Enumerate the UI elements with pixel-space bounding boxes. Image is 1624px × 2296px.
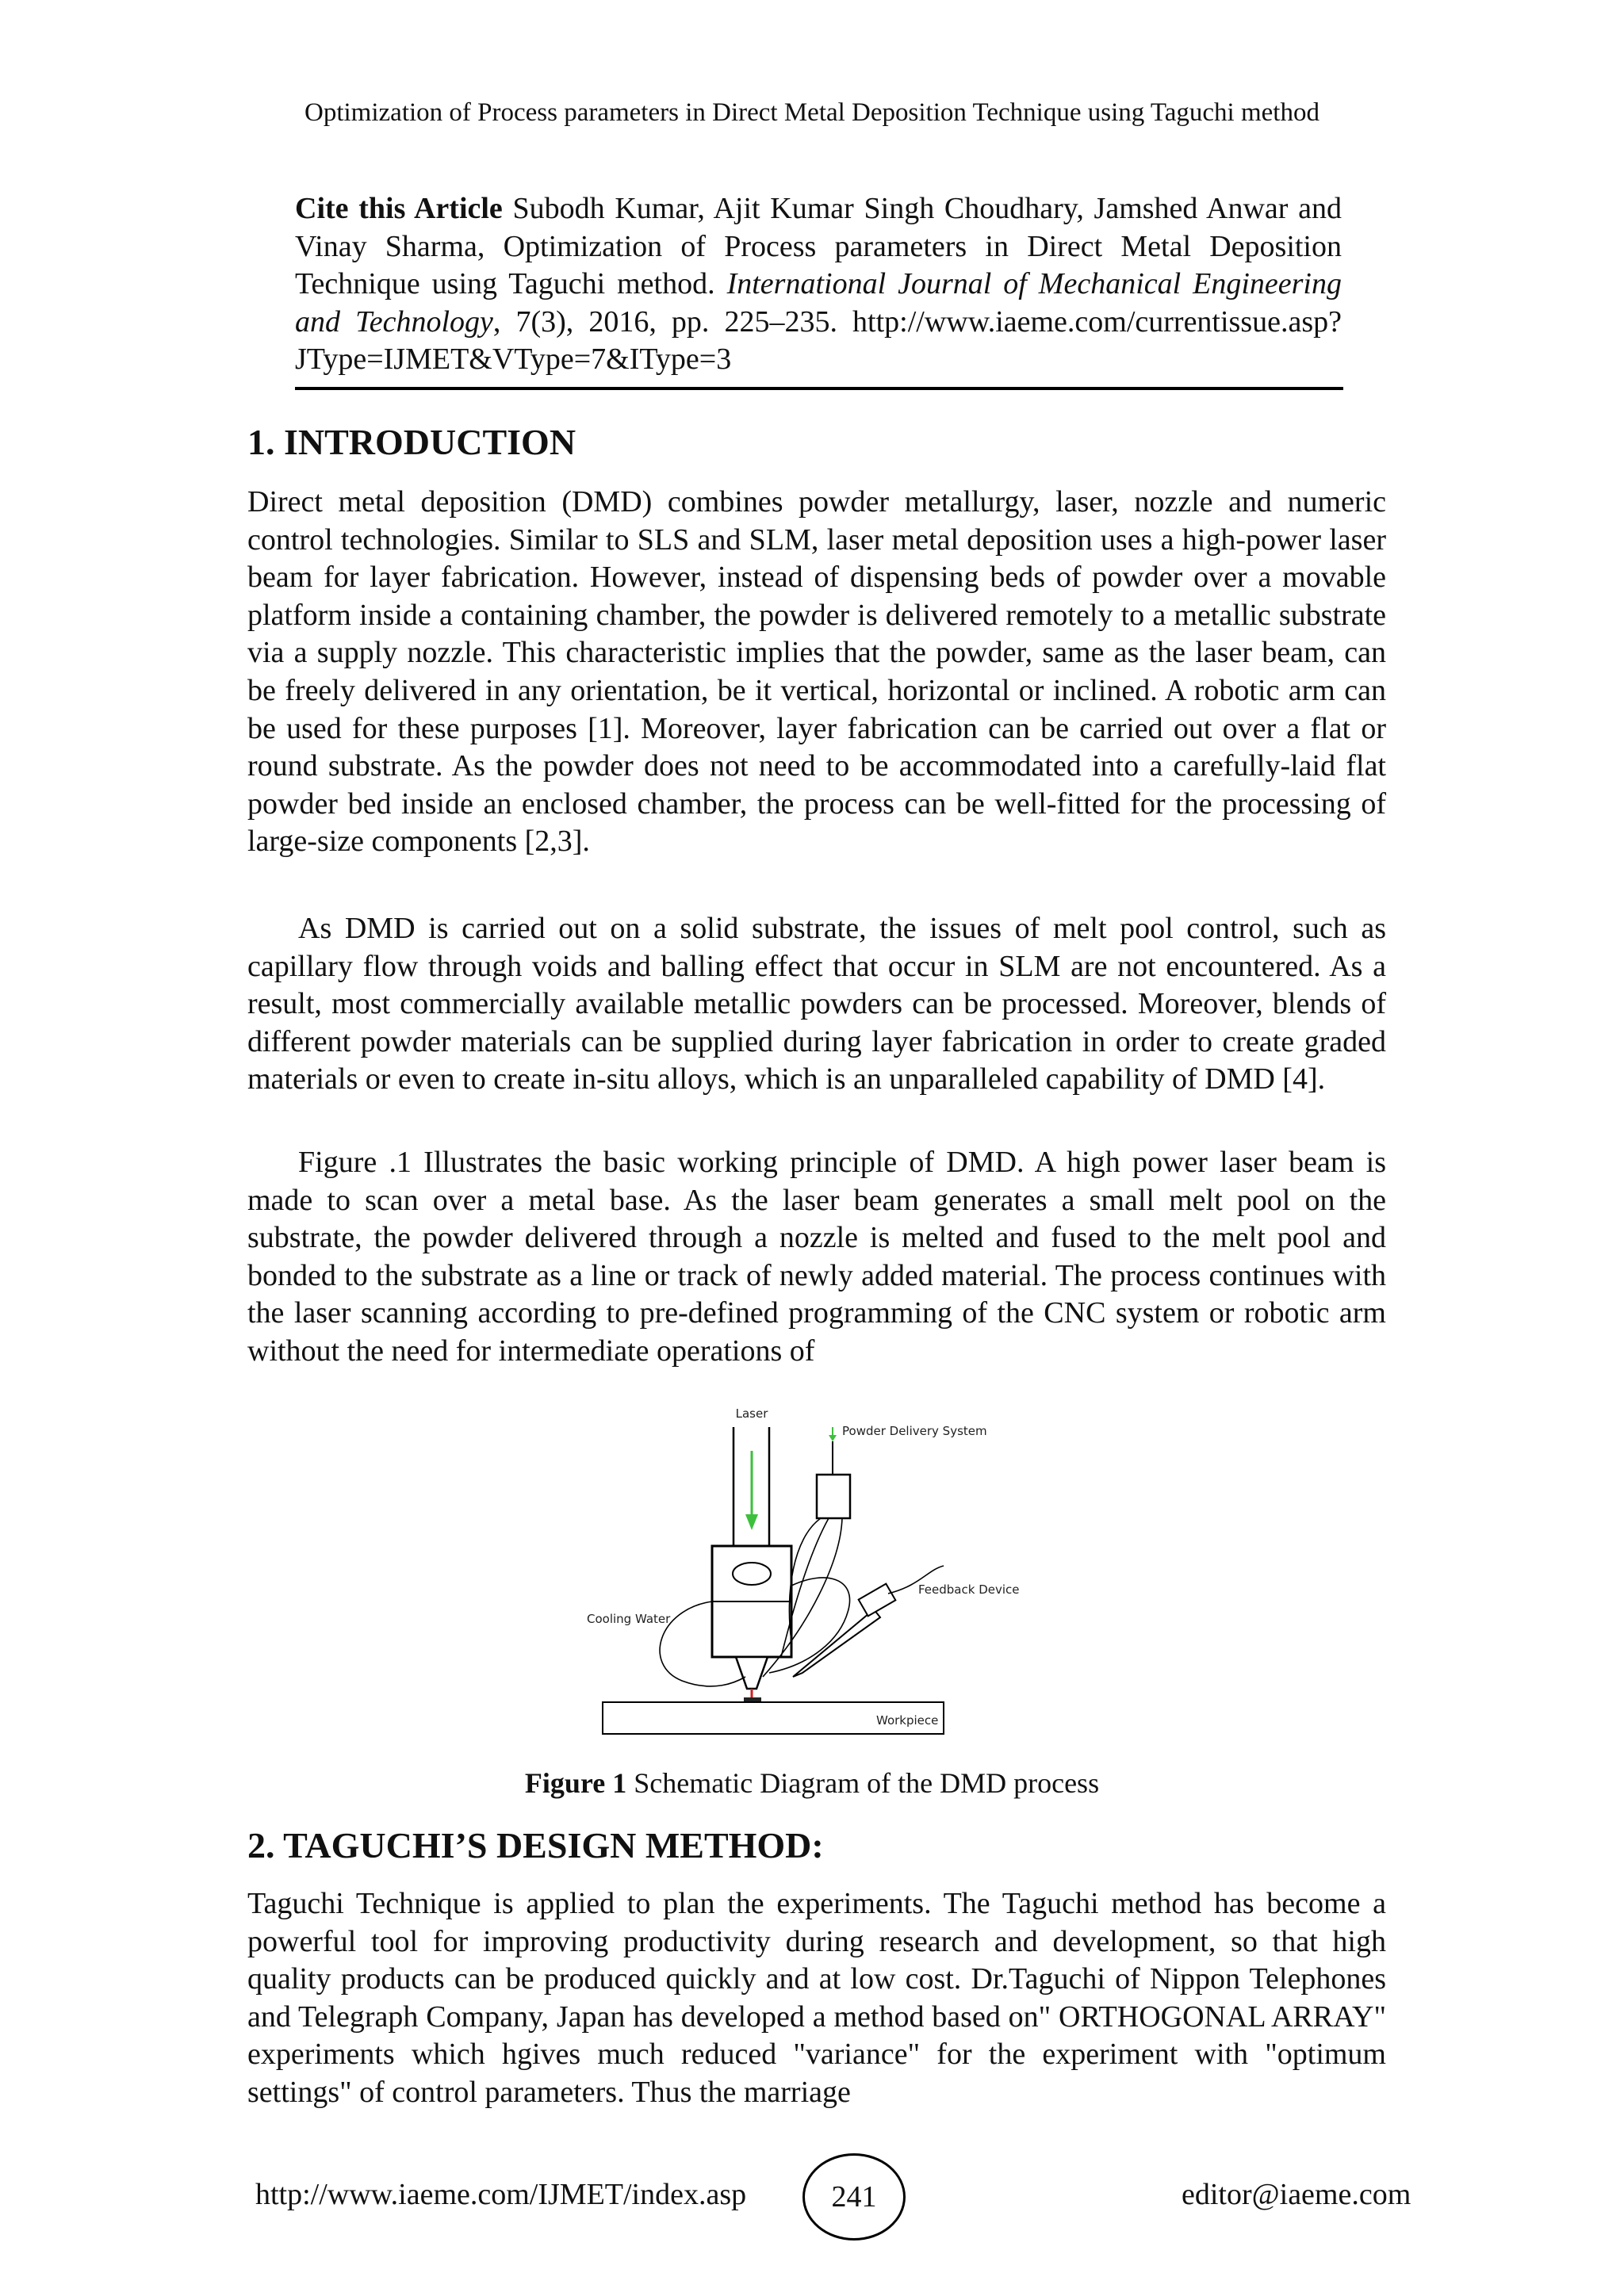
citation-divider (295, 387, 1343, 390)
label-cooling-water: Cooling Water (587, 1612, 671, 1626)
section-heading-taguchi: 2. TAGUCHI’S DESIGN METHOD: (247, 1825, 824, 1866)
section-heading-introduction: 1. INTRODUCTION (247, 422, 576, 462)
laser-arrow-icon (745, 1451, 758, 1530)
running-header: Optimization of Process parameters in Direct Metal Deposition Technique using Taguchi method (304, 98, 1320, 127)
page-number-circle (802, 2153, 906, 2241)
powder-delivery-box (817, 1475, 850, 1518)
citation-volume-pages: , 7(3), 2016, pp. 225–235. (492, 304, 837, 339)
intro-paragraph-2: As DMD is carried out on a solid substrate, the issues of melt pool control, such as capillary flow through voids and balling effect that occur in SLM are not encountered. As a result, most commercially available metallic powders can be processed. Moreover, blends of different powder materials can be supplied during layer fabrication in order to create graded materials or even to create in-situ alloys, which is an unparalleled capability of DMD [4]. (247, 912, 1386, 1096)
intro-paragraph-1: Direct metal deposition (DMD) combines powder metallurgy, laser, nozzle and numeric control technologies. Similar to SLS and SLM, laser metal deposition uses a high-power laser beam for layer fabrication. However, instead of dispensing beds of powder over a movable platform inside a containing chamber, the powder is delivered remotely to a metallic substrate via a supply nozzle. This characteristic implies that the powder, same as the laser beam, can be freely delivered in any orientation, be it vertical, horizontal or inclined. A robotic arm can be used for these purposes [1]. Moreover, layer fabrication can be carried out over a flat or round substrate. As the powder does not need to be accommodated into a carefully-laid flat powder bed inside an enclosed chamber, the process can be well-fitted for the processing of large-size components [2,3]. (247, 485, 1386, 859)
footer-email[interactable]: editor@iaeme.com (1182, 2178, 1411, 2211)
figure-caption-label: Figure 1 (524, 1767, 627, 1799)
figure-caption-text: Schematic Diagram of the DMD process (626, 1767, 1100, 1799)
label-laser: Laser (735, 1406, 768, 1421)
page-number: 241 (831, 2180, 877, 2214)
label-workpiece: Workpiece (876, 1713, 939, 1728)
label-feedback-device: Feedback Device (918, 1582, 1020, 1597)
figure-caption (238, 1765, 1386, 1801)
intro-paragraph-3: Figure .1 Illustrates the basic working principle of DMD. A high power laser beam is made to scan over a metal base. As the laser beam generates a small melt pool on the substrate, the powder delivered through a nozzle is melted and fused to the melt pool and bonded to the substrate as a line or track of newly added material. The process continues with the laser scanning according to pre-defined programming of the CNC system or robotic arm without the need for intermediate operations of (247, 1146, 1386, 1368)
taguchi-paragraph: Taguchi Technique is applied to plan the experiments. The Taguchi method has become a powerful tool for improving productivity during research and development, so that high quality products can be produced quickly and at low cost. Dr.Taguchi of Nippon Telephones and Telegraph Company, Japan has developed a method based on" ORTHOGONAL ARRAY" experiments which hgives much reduced "variance" for the experiment with "optimum settings" of control parameters. Thus the marriage (247, 1887, 1386, 2109)
citation-url[interactable]: http://www.iaeme.com/currentissue.asp?JType=IJMET&VType=7&IType=3 (295, 304, 1342, 376)
melt-pool (744, 1689, 761, 1702)
dmd-schematic-diagram (555, 1403, 1110, 1736)
citation-journal: International Journal of Mechanical Engineering and Technology (295, 267, 1342, 339)
powder-arrow-icon (829, 1427, 837, 1441)
nozzle-cone (736, 1657, 768, 1689)
page-footer (0, 2153, 1624, 2241)
label-powder-delivery: Powder Delivery System (842, 1424, 987, 1438)
citation-block (295, 190, 1342, 379)
citation-authors-title: Subodh Kumar, Ajit Kumar Singh Choudhary, Jamshed Anwar and Vinay Sharma, Optimization of Process parameters in Direct Metal Deposition Technique using Taguchi method. (295, 192, 1342, 300)
footer-url[interactable]: http://www.iaeme.com/IJMET/index.asp (255, 2178, 747, 2211)
citation-label: Cite this Article (295, 192, 503, 225)
